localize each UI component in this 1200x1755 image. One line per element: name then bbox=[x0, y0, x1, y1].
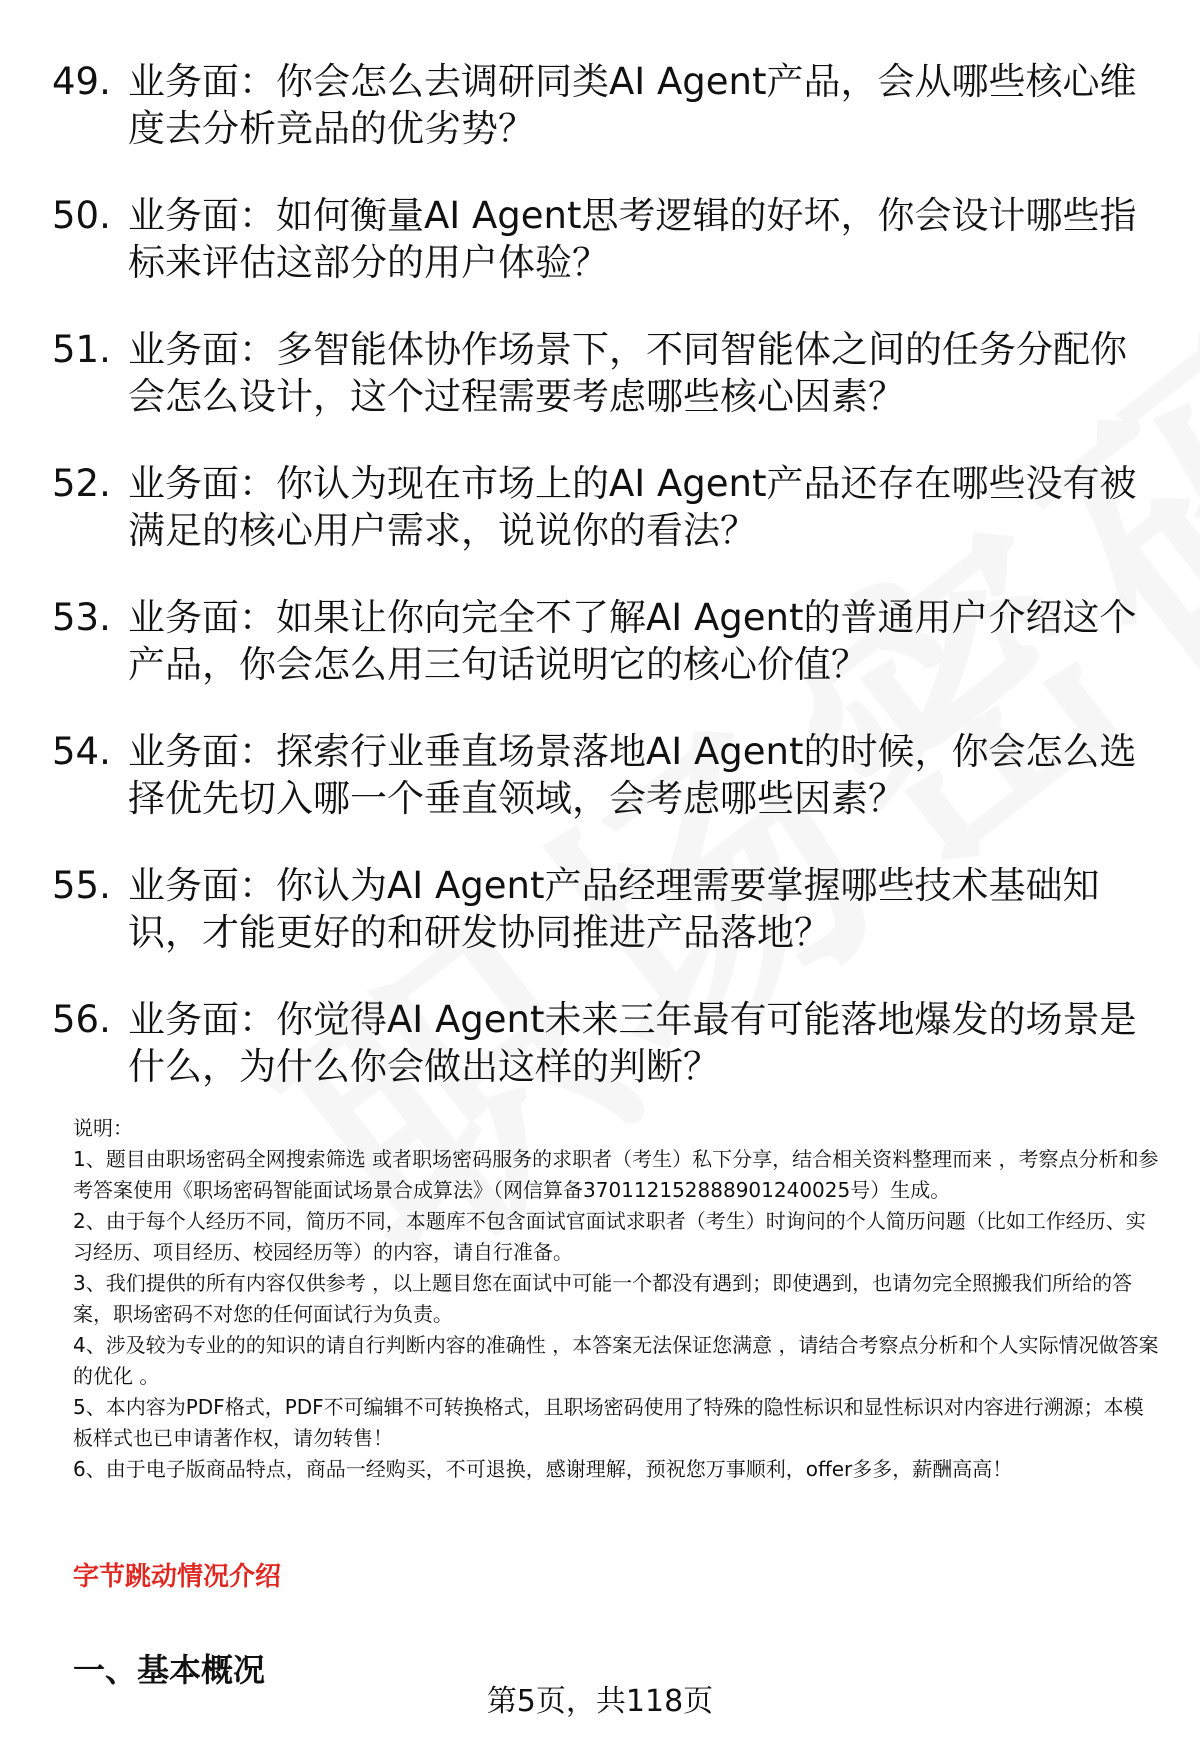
question-prefix: 业务面： bbox=[128, 328, 276, 371]
question-text bbox=[128, 192, 1152, 286]
question-text bbox=[128, 460, 1152, 554]
question-body: 如何衡量AI Agent思考逻辑的好坏，你会设计哪些指标来评估这部分的用户体验？ bbox=[128, 194, 1137, 284]
question-number: 53. bbox=[52, 596, 111, 639]
question-text bbox=[128, 862, 1152, 956]
question-prefix: 业务面： bbox=[128, 462, 276, 505]
question-item bbox=[52, 594, 1152, 688]
question-text bbox=[128, 996, 1152, 1090]
question-prefix: 业务面： bbox=[128, 998, 276, 1041]
question-text bbox=[128, 594, 1152, 688]
question-item bbox=[52, 996, 1152, 1090]
notes-section bbox=[73, 1113, 1163, 1485]
note-item: 3、我们提供的所有内容仅供参考 ，以上题目您在面试中可能一个都没有遇到；即使遇到，也请勿完全照搬我们所给的答案，职场密码不对您的任何面试行为负责。 bbox=[73, 1271, 1133, 1326]
question-body: 如果让你向完全不了解AI Agent的普通用户介绍这个产品，你会怎么用三句话说明它的核心价值？ bbox=[128, 596, 1137, 686]
question-item bbox=[52, 460, 1152, 554]
question-body: 你觉得AI Agent未来三年最有可能落地爆发的场景是什么，为什么你会做出这样的判断？ bbox=[128, 998, 1137, 1088]
question-number: 52. bbox=[52, 462, 111, 505]
question-item bbox=[52, 862, 1152, 956]
question-prefix: 业务面： bbox=[128, 194, 276, 237]
notes-label: 说明： bbox=[73, 1116, 133, 1140]
question-number: 54. bbox=[52, 730, 111, 773]
question-item bbox=[52, 728, 1152, 822]
section-title: 字节跳动情况介绍 bbox=[73, 1562, 282, 1592]
question-list bbox=[52, 58, 1152, 1130]
question-item bbox=[52, 58, 1152, 152]
note-item: 1、题目由职场密码全网搜索筛选 或者职场密码服务的求职者（考生）私下分享，结合相关资料整理而来 ，考察点分析和参考答案使用《职场密码智能面试场景合成算法》（网信算备370112152888901240025号）生成。 bbox=[73, 1147, 1159, 1202]
note-item: 6、由于电子版商品特点，商品一经购买，不可退换，感谢理解，预祝您万事顺利，offer多多，薪酬高高！ bbox=[73, 1457, 1013, 1481]
question-number: 51. bbox=[52, 328, 111, 371]
question-body: 你认为现在市场上的AI Agent产品还存在哪些没有被满足的核心用户需求，说说你的看法？ bbox=[128, 462, 1137, 552]
page-footer: 第5页，共118页 bbox=[486, 1684, 714, 1719]
question-prefix: 业务面： bbox=[128, 60, 276, 103]
question-item bbox=[52, 192, 1152, 286]
question-number: 55. bbox=[52, 864, 111, 907]
question-number: 49. bbox=[52, 60, 111, 103]
note-item: 2、由于每个人经历不同，简历不同，本题库不包含面试官面试求职者（考生）时询问的个人简历问题（比如工作经历、实习经历、项目经历、校园经历等）的内容，请自行准备。 bbox=[73, 1209, 1146, 1264]
note-item: 4、涉及较为专业的的知识的请自行判断内容的准确性 ，本答案无法保证您满意 ，请结合考察点分析和个人实际情况做答案的优化 。 bbox=[73, 1333, 1159, 1388]
question-text bbox=[128, 326, 1152, 420]
note-item: 5、本内容为PDF格式，PDF不可编辑不可转换格式，且职场密码使用了特殊的隐性标识和显性标识对内容进行溯源；本模板样式也已申请著作权，请勿转售！ bbox=[73, 1395, 1144, 1450]
question-number: 50. bbox=[52, 194, 111, 237]
question-prefix: 业务面： bbox=[128, 864, 276, 907]
question-prefix: 业务面： bbox=[128, 730, 276, 773]
section-heading: 一、基本概况 bbox=[73, 1651, 266, 1689]
question-body: 多智能体协作场景下，不同智能体之间的任务分配你会怎么设计，这个过程需要考虑哪些核心因素？ bbox=[128, 328, 1127, 418]
question-prefix: 业务面： bbox=[128, 596, 276, 639]
question-number: 56. bbox=[52, 998, 111, 1041]
question-item bbox=[52, 326, 1152, 420]
question-text bbox=[128, 58, 1152, 152]
question-body: 你认为AI Agent产品经理需要掌握哪些技术基础知识，才能更好的和研发协同推进产品落地？ bbox=[128, 864, 1100, 954]
question-body: 你会怎么去调研同类AI Agent产品，会从哪些核心维度去分析竞品的优劣势？ bbox=[128, 60, 1137, 150]
question-text bbox=[128, 728, 1152, 822]
question-body: 探索行业垂直场景落地AI Agent的时候，你会怎么选择优先切入哪一个垂直领域，会考虑哪些因素？ bbox=[128, 730, 1137, 820]
